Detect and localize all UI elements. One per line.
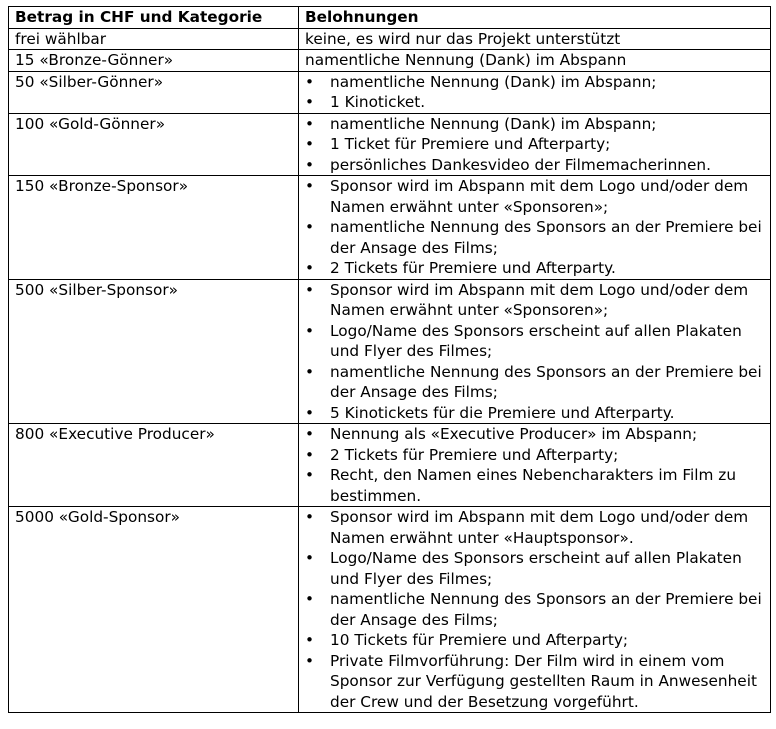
reward-item: • Sponsor wird im Abspann mit dem Logo und/oder dem Namen erwähnt unter «Sponsoren»;	[305, 280, 764, 321]
reward-item: • 1 Ticket für Premiere und Afterparty;	[305, 134, 764, 155]
reward-item: • namentliche Nennung des Sponsors an der Premiere bei der Ansage des Films;	[305, 362, 764, 403]
reward-item: • Logo/Name des Sponsors erscheint auf allen Plakaten und Flyer des Filmes;	[305, 321, 764, 362]
table-row	[9, 50, 771, 72]
reward-item: • 10 Tickets für Premiere und Afterparty;	[305, 630, 764, 651]
reward-cell	[299, 424, 771, 507]
table-row	[9, 28, 771, 50]
reward-item: • Nennung als «Executive Producer» im Abspann;	[305, 424, 764, 445]
reward-cell	[299, 71, 771, 113]
category-cell: 150 «Bronze-Sponsor»	[9, 176, 299, 280]
category-cell: 15 «Bronze-Gönner»	[9, 50, 299, 72]
reward-item: • namentliche Nennung (Dank) im Abspann;	[305, 72, 764, 93]
category-cell: frei wählbar	[9, 28, 299, 50]
table-row	[9, 113, 771, 176]
category-cell: 50 «Silber-Gönner»	[9, 71, 299, 113]
table-row	[9, 507, 771, 713]
category-cell: 500 «Silber-Sponsor»	[9, 279, 299, 424]
reward-item: • Recht, den Namen eines Nebencharakters im Film zu bestimmen.	[305, 465, 764, 506]
reward-list	[305, 424, 764, 506]
table-row	[9, 71, 771, 113]
reward-list	[305, 114, 764, 176]
reward-item: • 1 Kinoticket.	[305, 92, 764, 113]
reward-list	[305, 176, 764, 279]
reward-item: • 2 Tickets für Premiere und Afterparty.	[305, 258, 764, 279]
reward-item: • Sponsor wird im Abspann mit dem Logo und/oder dem Namen erwähnt unter «Sponsoren»;	[305, 176, 764, 217]
reward-item: • 2 Tickets für Premiere und Afterparty;	[305, 445, 764, 466]
header-row	[9, 7, 771, 29]
reward-item: • namentliche Nennung des Sponsors an der Premiere bei der Ansage des Films;	[305, 589, 764, 630]
table-row	[9, 279, 771, 424]
table-row	[9, 176, 771, 280]
category-cell: 800 «Executive Producer»	[9, 424, 299, 507]
reward-cell: namentliche Nennung (Dank) im Abspann	[299, 50, 771, 72]
reward-item: • 5 Kinotickets für die Premiere und Afterparty.	[305, 403, 764, 424]
reward-item: • Logo/Name des Sponsors erscheint auf allen Plakaten und Flyer des Filmes;	[305, 548, 764, 589]
reward-list	[305, 507, 764, 712]
reward-list	[305, 280, 764, 424]
category-cell: 100 «Gold-Gönner»	[9, 113, 299, 176]
reward-cell	[299, 113, 771, 176]
reward-list	[305, 72, 764, 113]
header-rewards: Belohnungen	[299, 7, 771, 29]
category-cell: 5000 «Gold-Sponsor»	[9, 507, 299, 713]
document	[8, 6, 771, 713]
reward-cell	[299, 176, 771, 280]
reward-cell	[299, 507, 771, 713]
reward-item: • namentliche Nennung (Dank) im Abspann;	[305, 114, 764, 135]
reward-item: • namentliche Nennung des Sponsors an der Premiere bei der Ansage des Films;	[305, 217, 764, 258]
reward-item: • persönliches Dankesvideo der Filmemacherinnen.	[305, 155, 764, 176]
header-amount-category: Betrag in CHF und Kategorie	[9, 7, 299, 29]
reward-item: • Private Filmvorführung: Der Film wird in einem vom Sponsor zur Verfügung gestellten Raum in Anwesenheit der Crew und der Besetzung vorgeführt.	[305, 651, 764, 713]
reward-cell	[299, 279, 771, 424]
sponsorship-table	[8, 6, 771, 713]
table-row	[9, 424, 771, 507]
reward-item: • Sponsor wird im Abspann mit dem Logo und/oder dem Namen erwähnt unter «Hauptsponsor».	[305, 507, 764, 548]
reward-cell: keine, es wird nur das Projekt unterstützt	[299, 28, 771, 50]
